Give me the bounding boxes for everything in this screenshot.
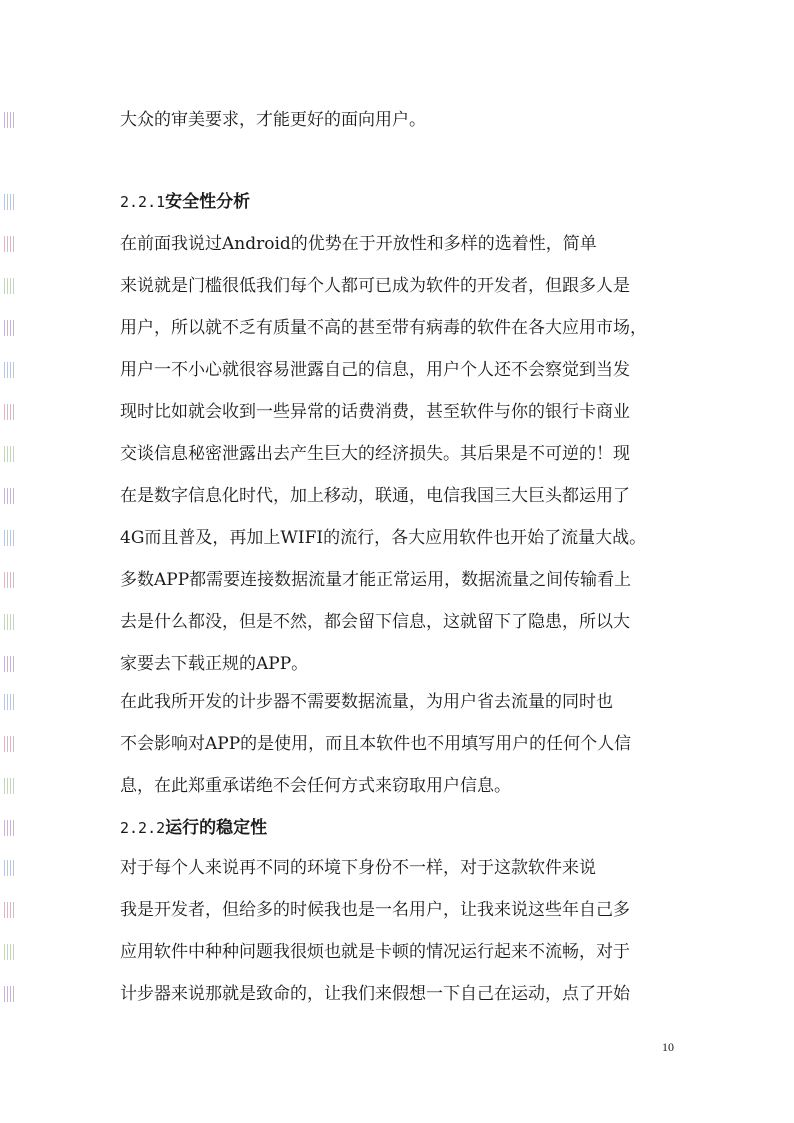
- margin-scan-mark: [4, 902, 16, 918]
- margin-scan-mark: [4, 236, 16, 252]
- body-text-line: 家要去下载正规的APP。: [120, 654, 309, 674]
- margin-scan-mark: [4, 778, 16, 794]
- body-text-line: 现时比如就会收到一些异常的话费消费，甚至软件与你的银行卡商业: [120, 402, 630, 422]
- margin-scan-mark: [4, 986, 16, 1002]
- body-text-line: 我是开发者，但给多的时候我也是一名用户，让我来说这些年自己多: [120, 900, 630, 920]
- margin-scan-mark: [4, 944, 16, 960]
- body-text-line: 在是数字信息化时代，加上移动，联通，电信我国三大巨头都运用了: [120, 486, 630, 506]
- margin-scan-mark: [4, 320, 16, 336]
- section-title: 安全性分析: [165, 192, 251, 212]
- section-number: 2.2.1: [120, 193, 166, 211]
- body-text-line: 对于每个人来说再不同的环境下身份不一样，对于这款软件来说: [120, 858, 596, 878]
- section-number: 2.2.2: [120, 819, 166, 837]
- margin-scan-mark: [4, 614, 16, 630]
- margin-scan-mark: [4, 278, 16, 294]
- section-heading: [120, 816, 267, 840]
- body-text-line: 息，在此郑重承诺绝不会任何方式来窃取用户信息。: [120, 776, 511, 796]
- margin-scan-mark: [4, 446, 16, 462]
- page-number: 10: [662, 1040, 674, 1054]
- body-text-line: 计步器来说那就是致命的，让我们来假想一下自己在运动，点了开始: [120, 984, 630, 1004]
- margin-scan-mark: [4, 530, 16, 546]
- margin-scan-mark: [4, 572, 16, 588]
- body-text-line: 用户，所以就不乏有质量不高的甚至带有病毒的软件在各大应用市场，: [120, 318, 647, 338]
- body-text-line: 4G而且普及，再加上WIFI的流行，各大应用软件也开始了流量大战。: [120, 528, 647, 548]
- margin-scan-mark: [4, 656, 16, 672]
- section-title: 运行的稳定性: [165, 818, 268, 838]
- body-text-line: 不会影响对APP的是使用，而且本软件也不用填写用户的任何个人信: [120, 734, 632, 754]
- body-text-line: 在前面我说过Android的优势在于开放性和多样的选着性，简单: [120, 234, 597, 254]
- margin-scan-mark: [4, 404, 16, 420]
- body-text-line: 在此我所开发的计步器不需要数据流量，为用户省去流量的同时也: [120, 692, 613, 712]
- body-text-line: 交谈信息秘密泄露出去产生巨大的经济损失。其后果是不可逆的！现: [120, 444, 630, 464]
- margin-scan-mark: [4, 860, 16, 876]
- body-text-line: 去是什么都没，但是不然，都会留下信息，这就留下了隐患，所以大: [120, 612, 630, 632]
- body-text-line: 来说就是门槛很低我们每个人都可已成为软件的开发者，但跟多人是: [120, 276, 630, 296]
- body-text-line: 多数APP都需要连接数据流量才能正常运用，数据流量之间传输看上: [120, 570, 632, 590]
- margin-scan-mark: [4, 694, 16, 710]
- margin-scan-mark: [4, 736, 16, 752]
- body-text-line: 大众的审美要求，才能更好的面向用户。: [120, 110, 426, 130]
- body-text-line: 用户一不小心就很容易泄露自己的信息，用户个人还不会察觉到当发: [120, 360, 630, 380]
- margin-scan-mark: [4, 488, 16, 504]
- body-text-line: 应用软件中种种问题我很烦也就是卡顿的情况运行起来不流畅，对于: [120, 942, 630, 962]
- margin-scan-mark: [4, 362, 16, 378]
- margin-scan-mark: [4, 194, 16, 210]
- margin-scan-mark: [4, 820, 16, 836]
- margin-scan-mark: [4, 112, 16, 128]
- section-heading: [120, 190, 250, 214]
